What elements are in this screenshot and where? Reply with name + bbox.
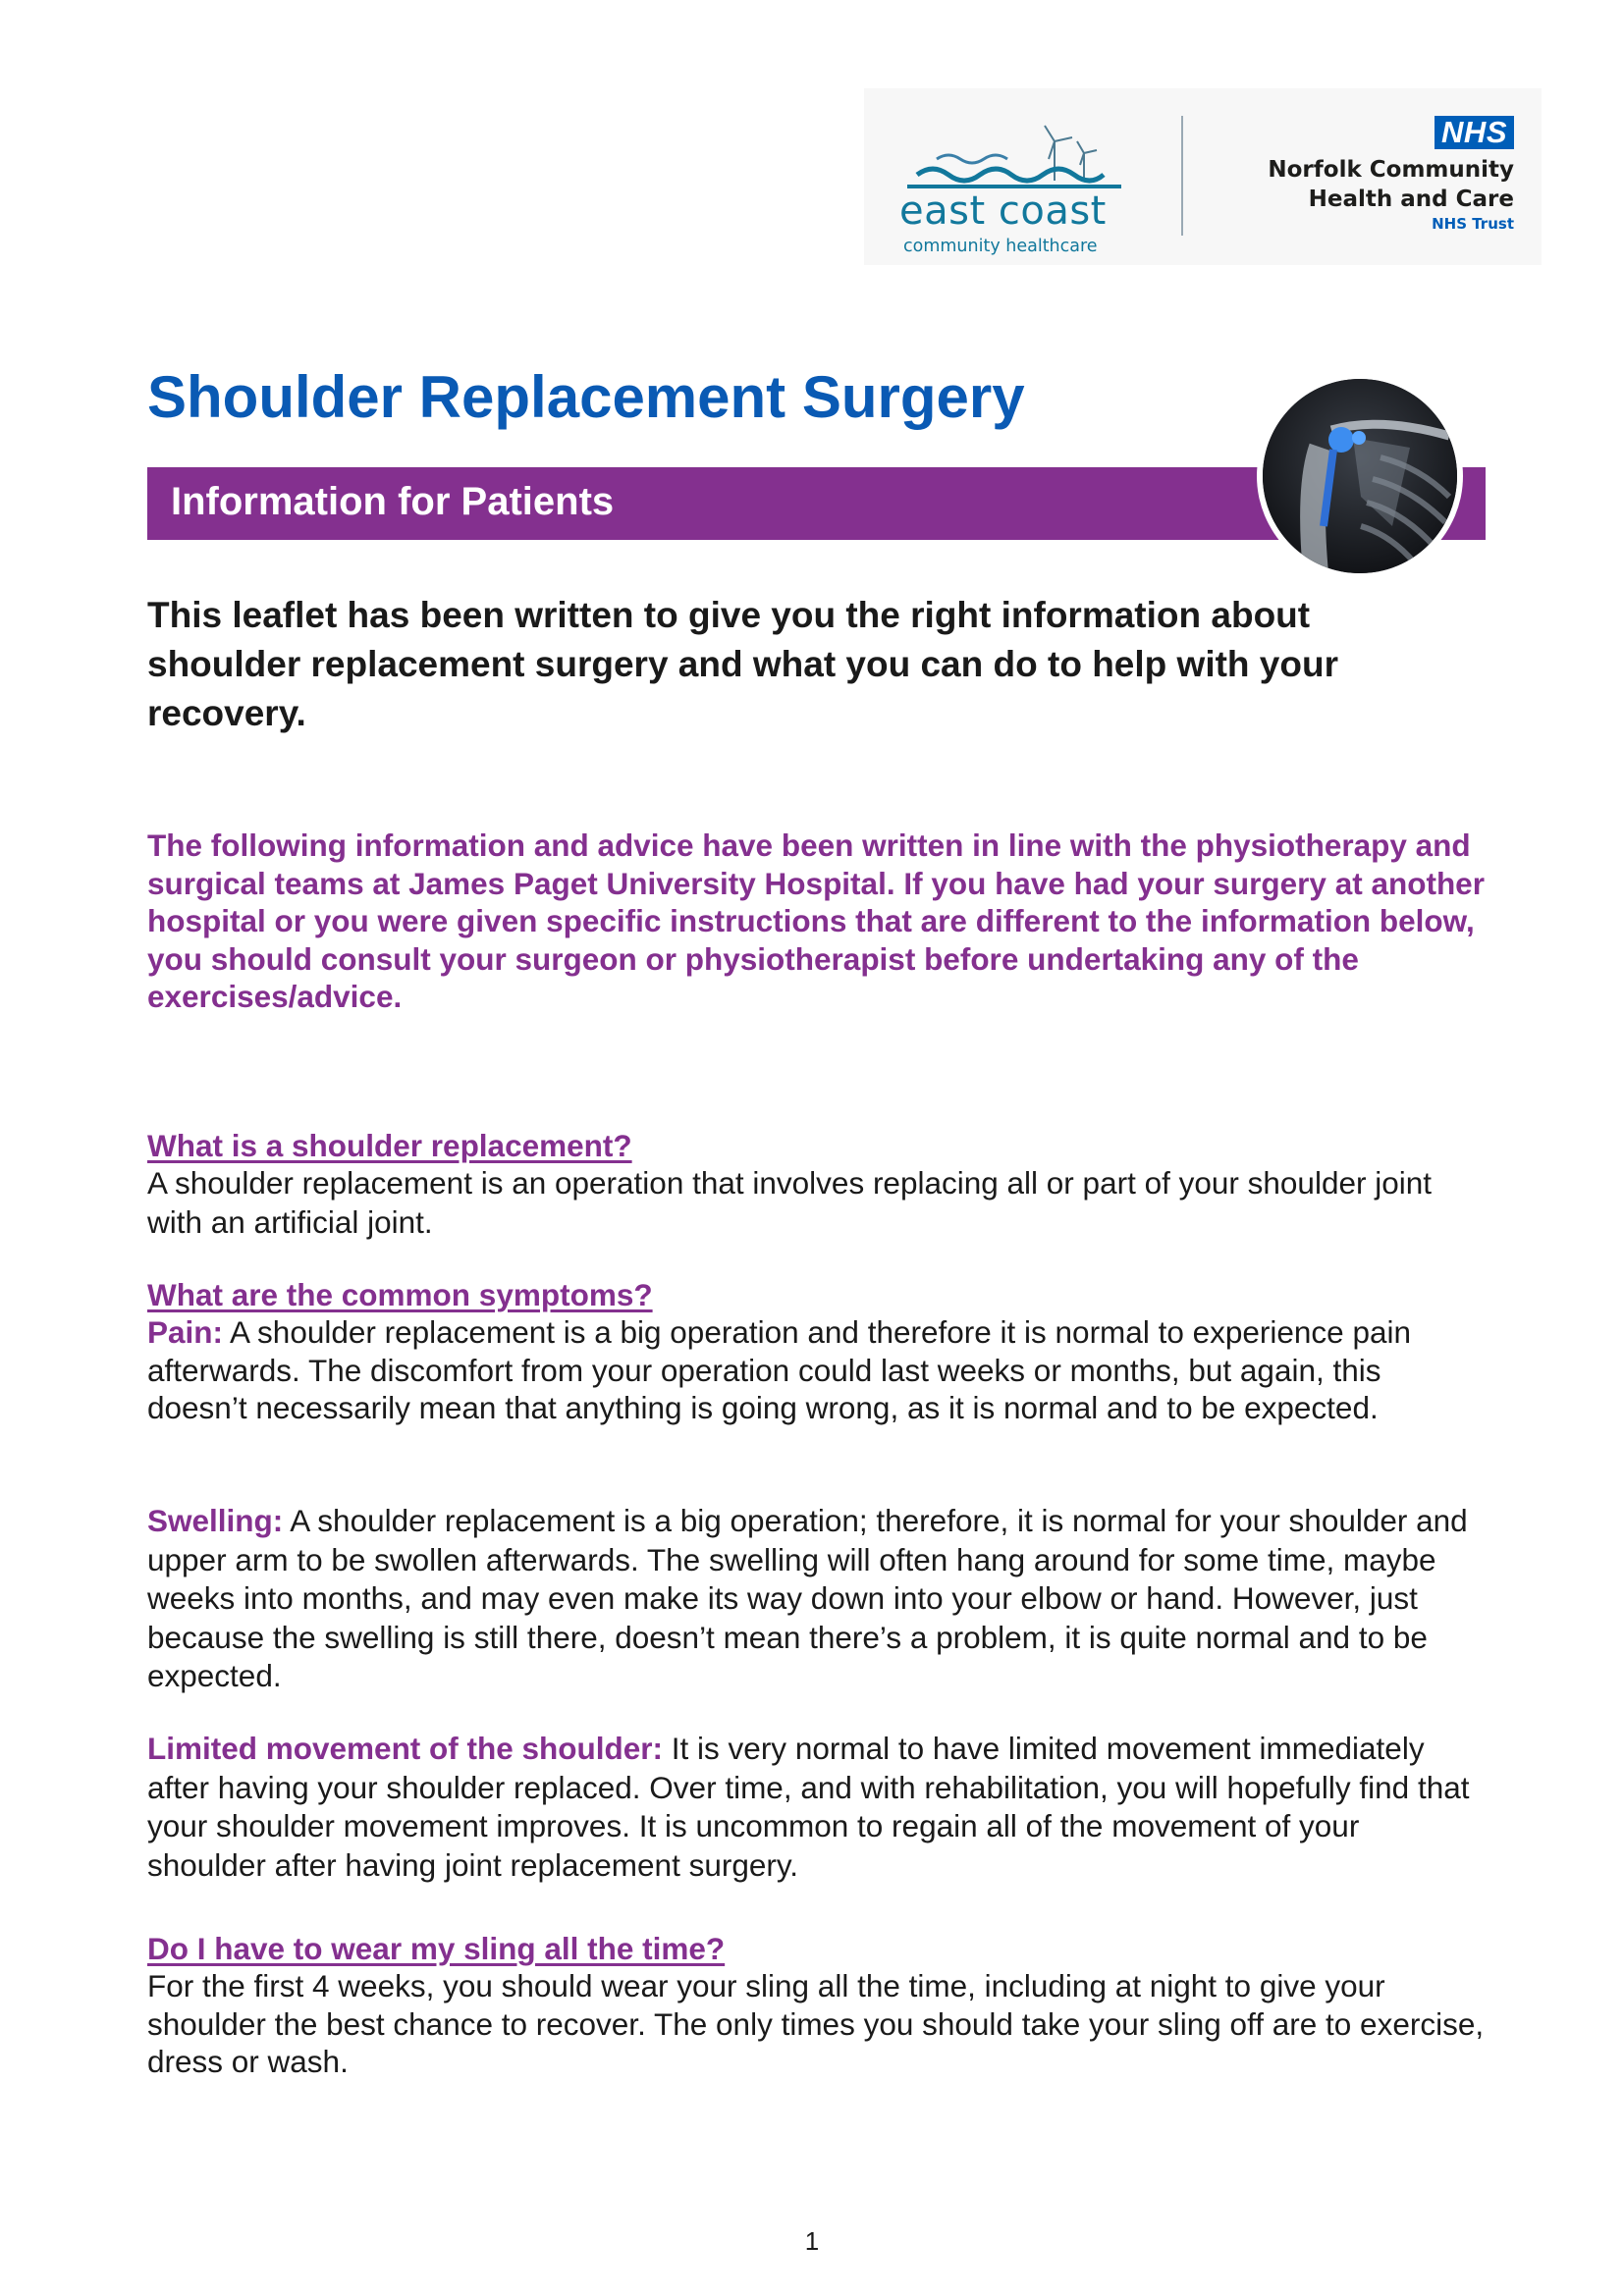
section-sling xyxy=(147,1930,1502,2081)
section-text-sling: For the first 4 weeks, you should wear your sling all the time, including at night to give your shoulder the best chance to recover. The only times you should take your sling off are to exercise, dress or wash. xyxy=(147,1968,1485,2079)
swelling-label: Swelling: xyxy=(147,1503,284,1538)
intro-paragraph: This leaflet has been written to give you the right information about shoulder replacement surgery and what you can do to help with your recovery. xyxy=(147,595,1338,733)
nhs-trust-label: NHS Trust xyxy=(1432,215,1514,233)
pain-text: A shoulder replacement is a big operation and therefore it is normal to experience pain afterwards. The discomfort from your operation could last weeks or months, but again, this doesn’t necessarily mean that anything is going wrong, as it is normal and to be expected. xyxy=(147,1314,1411,1425)
section-swelling xyxy=(147,1502,1502,1696)
section-symptoms xyxy=(147,1276,1502,1427)
symptom-movement xyxy=(147,1730,1483,1885)
section-what-is xyxy=(147,1127,1502,1242)
movement-text: It is very normal to have limited movement immediately after having your shoulder replaced. Over time, and with rehabilitation, you will hopefully find that your shoulder movement improves. It is uncommon to regain all of the movement of your shoulder after having joint replacement surgery. xyxy=(147,1731,1470,1883)
section-heading-what-is: What is a shoulder replacement? xyxy=(147,1128,632,1163)
nhs-badge: NHS xyxy=(1435,116,1514,149)
swelling-text: A shoulder replacement is a big operation; therefore, it is normal for your shoulder and upper arm to be swollen afterwards. The swelling will often hang around for some time, maybe weeks into months, and may even make its way down into your elbow or hand. However, just because the swelling is still there, doesn’t mean there’s a problem, it is quite normal and to be expected. xyxy=(147,1503,1468,1693)
page-number: 1 xyxy=(804,2226,820,2256)
shoulder-xray-image xyxy=(1257,373,1463,579)
symptom-swelling xyxy=(147,1502,1497,1696)
movement-label: Limited movement of the shoulder: xyxy=(147,1731,664,1766)
subtitle-band-text: Information for Patients xyxy=(171,480,615,523)
east-coast-community-healthcare-logo xyxy=(899,108,1125,255)
header-logos xyxy=(864,88,1542,265)
ecch-subtitle: community healthcare xyxy=(903,237,1098,256)
section-heading-symptoms: What are the common symptoms? xyxy=(147,1277,653,1312)
page-title: Shoulder Replacement Surgery xyxy=(147,364,1025,430)
section-movement xyxy=(147,1730,1502,1885)
notice-paragraph: The following information and advice have been written in line with the physiotherapy and surgical teams at James Paget University Hospital. If you have had your surgery at another hospital or you were given specific instructions that are different to the information below, you should consult your surgeon or physiotherapist before undertaking any of the exercises/advice. xyxy=(147,828,1485,1014)
logo-divider xyxy=(1181,116,1183,236)
nhs-norfolk-logo xyxy=(1239,116,1514,243)
ecch-name: east coast xyxy=(899,188,1107,234)
section-heading-sling: Do I have to wear my sling all the time? xyxy=(147,1931,726,1966)
nhs-org-line1: Norfolk Community xyxy=(1268,157,1514,183)
shoulder-xray-icon xyxy=(1263,379,1457,573)
section-text-what-is: A shoulder replacement is an operation that involves replacing all or part of your shoulder joint with an artificial joint. xyxy=(147,1165,1433,1240)
pain-label: Pain: xyxy=(147,1314,224,1350)
wind-turbine-waves-icon xyxy=(907,120,1123,198)
nhs-org-line2: Health and Care xyxy=(1308,187,1514,212)
symptom-pain xyxy=(147,1313,1488,1427)
